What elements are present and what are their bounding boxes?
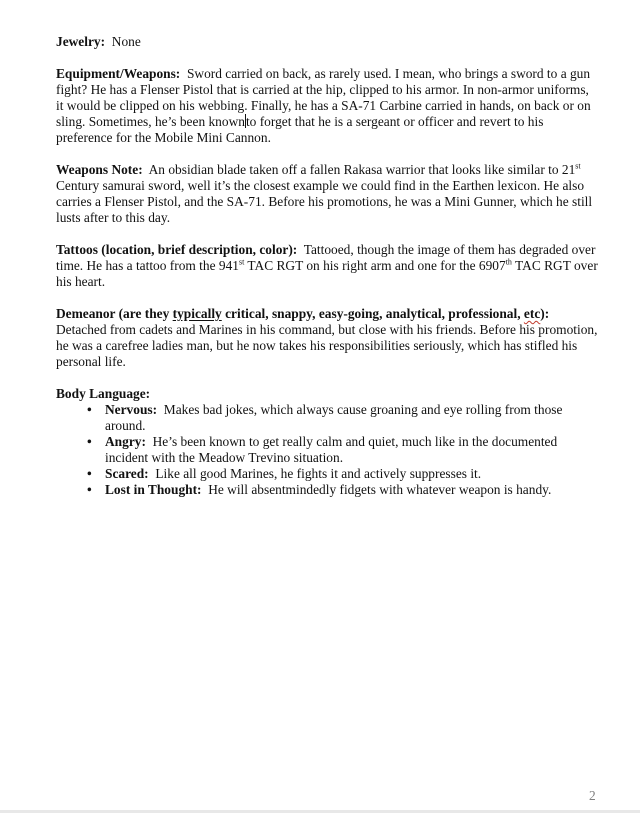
body-language-paragraph	[56, 386, 598, 402]
tattoos-paragraph	[56, 242, 598, 290]
weapons-note-text-a: An obsidian blade taken off a fallen Rakasa warrior that looks like similar to 21	[148, 162, 576, 177]
list-item-label: Lost in Thought:	[105, 482, 202, 497]
list-item	[56, 482, 598, 498]
demeanor-paragraph	[56, 306, 598, 370]
equipment-text-a: Sword carried on back, as rarely used. I mean, who brings a sword to a gun fight? He has a Flenser Pistol that is carried at the hip, clipped to his armor. In non-armor uniforms, it would be clipped on his webbing. Finally, he has a SA-71 Carbine carried in hands, on back or on sling. Sometimes, he’s been known	[56, 66, 591, 129]
weapons-note-sup: st	[575, 161, 581, 171]
list-item-text: Like all good Marines, he fights it and actively suppresses it.	[155, 466, 482, 481]
jewelry-paragraph	[56, 34, 598, 50]
equipment-paragraph	[56, 66, 598, 146]
demeanor-text: Detached from cadets and Marines in his command, but close with his friends. Before his promotion, he was a carefree ladies man, but he now takes his responsibilities seriously, which has stifled his personal life.	[56, 322, 598, 369]
demeanor-label-a: Demeanor (are they	[56, 306, 173, 321]
equipment-text-b: to forget that he is a sergeant or officer and revert to his preference for the Mobile Mini Cannon.	[56, 114, 544, 145]
weapons-note-text-b: Century samurai sword, well it’s the closest example we could find in the Earthen lexicon. He also carries a Flenser Pistol, and the SA-71. Before his promotions, he was a Mini Gunner, which he still lusts after to this day.	[56, 178, 593, 225]
tattoos-label: Tattoos (location, brief description, color):	[56, 242, 298, 257]
tattoos-text-a: Tattooed, though the image of them has degraded over time. He has a tattoo from the 941	[56, 242, 596, 273]
jewelry-label: Jewelry:	[56, 34, 106, 49]
list-item-label: Nervous:	[105, 402, 158, 417]
bullet-icon: •	[87, 482, 92, 497]
weapons-note-paragraph	[56, 162, 598, 226]
demeanor-label-etc: etc	[523, 306, 541, 321]
tattoos-text-c: TAC RGT over his heart.	[56, 258, 598, 289]
list-item-label: Scared:	[105, 466, 149, 481]
tattoos-sup-1: st	[238, 257, 245, 267]
list-item-text: He will absentmindedly fidgets with whatever weapon is handy.	[208, 482, 552, 497]
document-body[interactable]	[56, 34, 598, 498]
bullet-icon: •	[87, 466, 92, 481]
demeanor-label-c: ):	[540, 306, 550, 321]
equipment-label: Equipment/Weapons:	[56, 66, 181, 81]
bullet-icon: •	[87, 434, 92, 449]
demeanor-label-b: critical, snappy, easy-going, analytical, professional,	[221, 306, 524, 321]
demeanor-label-typically: typically	[172, 306, 222, 321]
list-item-text: Makes bad jokes, which always cause groaning and eye rolling from those around.	[105, 402, 563, 433]
demeanor-label	[56, 306, 549, 321]
list-item-text: He’s been known to get really calm and quiet, much like in the documented incident with the Meadow Trevino situation.	[105, 434, 558, 465]
jewelry-text: None	[111, 34, 141, 49]
tattoos-text-b: TAC RGT on his right arm and one for the 6907	[244, 258, 506, 273]
body-language-label: Body Language:	[56, 386, 151, 401]
weapons-note-label: Weapons Note:	[56, 162, 143, 177]
list-item	[56, 402, 598, 434]
body-language-list	[56, 402, 598, 498]
list-item	[56, 466, 598, 482]
list-item	[56, 434, 598, 466]
bullet-icon: •	[87, 402, 92, 417]
tattoos-sup-2: th	[505, 257, 512, 267]
page-number: 2	[589, 788, 596, 803]
list-item-label: Angry:	[105, 434, 146, 449]
